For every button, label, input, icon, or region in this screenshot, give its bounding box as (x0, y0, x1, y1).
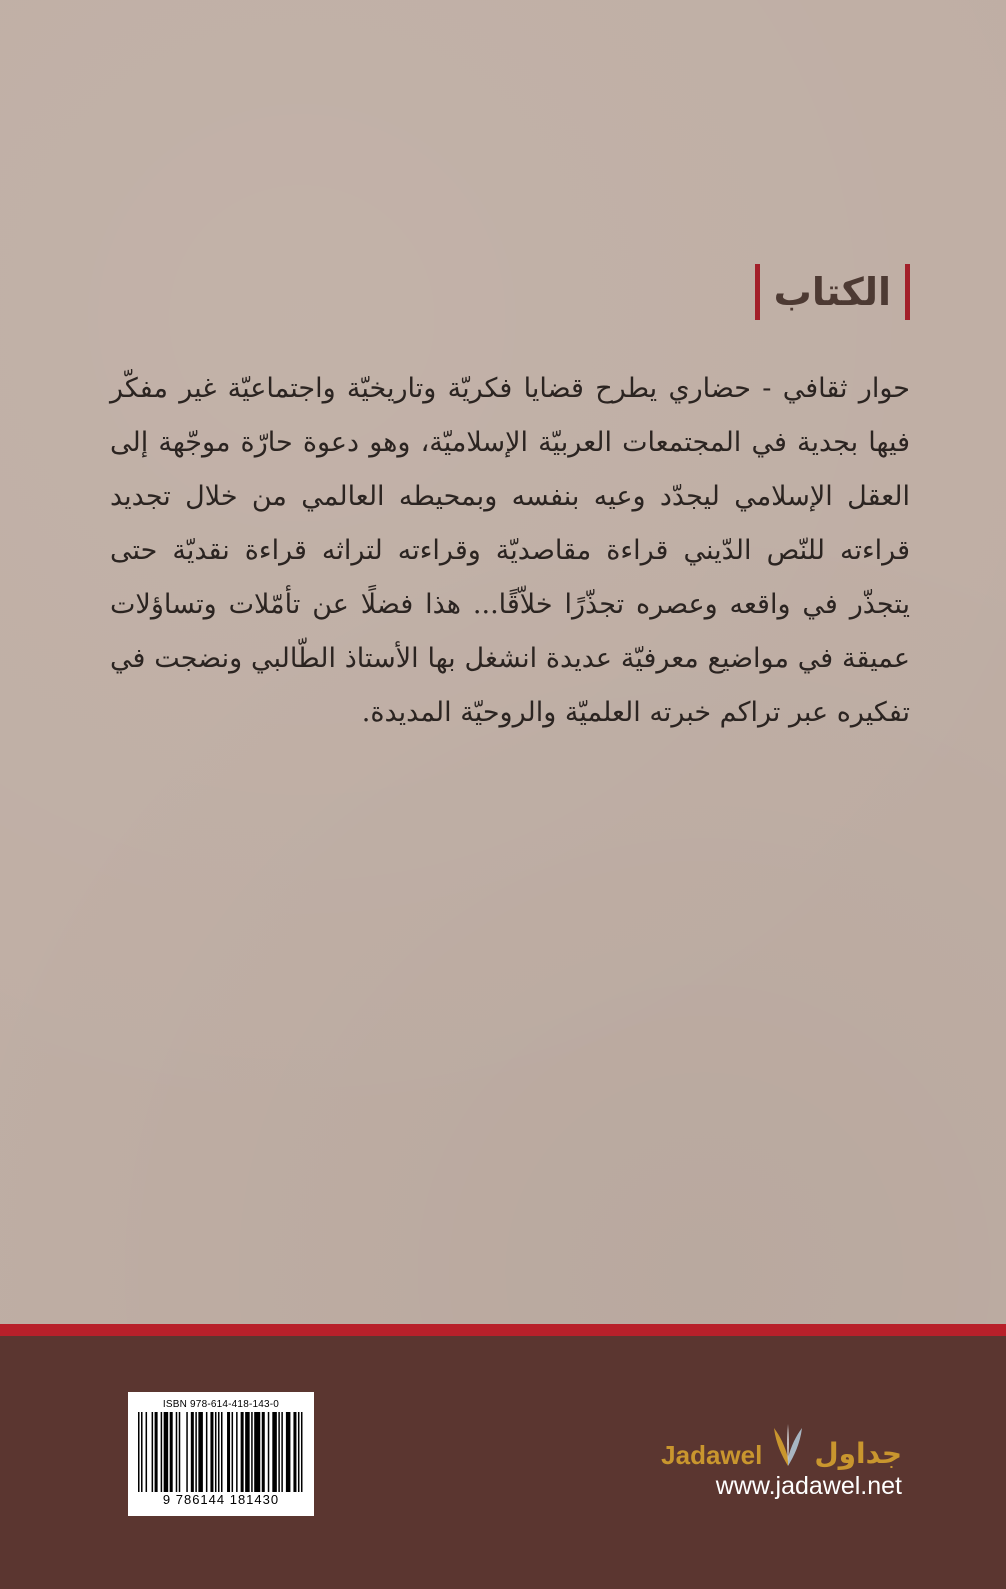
jadawel-leaf-icon (768, 1422, 808, 1468)
publisher-name-arabic: جداول (814, 1437, 902, 1470)
publisher-url: www.jadawel.net (715, 1472, 902, 1500)
barcode-digits: 9 786144 181430 (162, 1492, 280, 1507)
red-stripe-divider (0, 1324, 1006, 1336)
barcode-label (128, 1392, 314, 1516)
publisher-logo (602, 1420, 902, 1520)
section-heading (755, 262, 910, 322)
barcode-image (138, 1412, 304, 1492)
heading-bar-right (905, 264, 910, 320)
publisher-name-latin: Jadawel (661, 1440, 763, 1470)
book-description: حوار ثقافي - حضاري يطرح قضايا فكريّة وتاريخيّة واجتماعيّة غير مفكّر فيها بجدية في المجتمعات العربيّة الإسلاميّة، وهو دعوة حارّة موجّهة إلى العقل الإسلامي ليجدّد وعيه بنفسه وبمحيطه العالمي من خلال تجديد قراءته للنّص الدّيني قراءة مقاصديّة وقراءته لتراثه قراءة نقديّة حتى يتجذّر في واقعه وعصره تجذّرًا خلاّقًا... هذا فضلًا عن تأمّلات وتساؤلات عميقة في مواضيع معرفيّة عديدة انشغل بها الأستاذ الطّالبي ونضجت في تفكيره عبر تراكم خبرته العلميّة والروحيّة المديدة. (110, 373, 910, 728)
heading-title: الكتاب (773, 270, 891, 314)
publisher-wordmark (661, 1420, 902, 1468)
heading-bar-left (755, 264, 760, 320)
isbn-text: ISBN 978-614-418-143-0 (162, 1399, 280, 1410)
